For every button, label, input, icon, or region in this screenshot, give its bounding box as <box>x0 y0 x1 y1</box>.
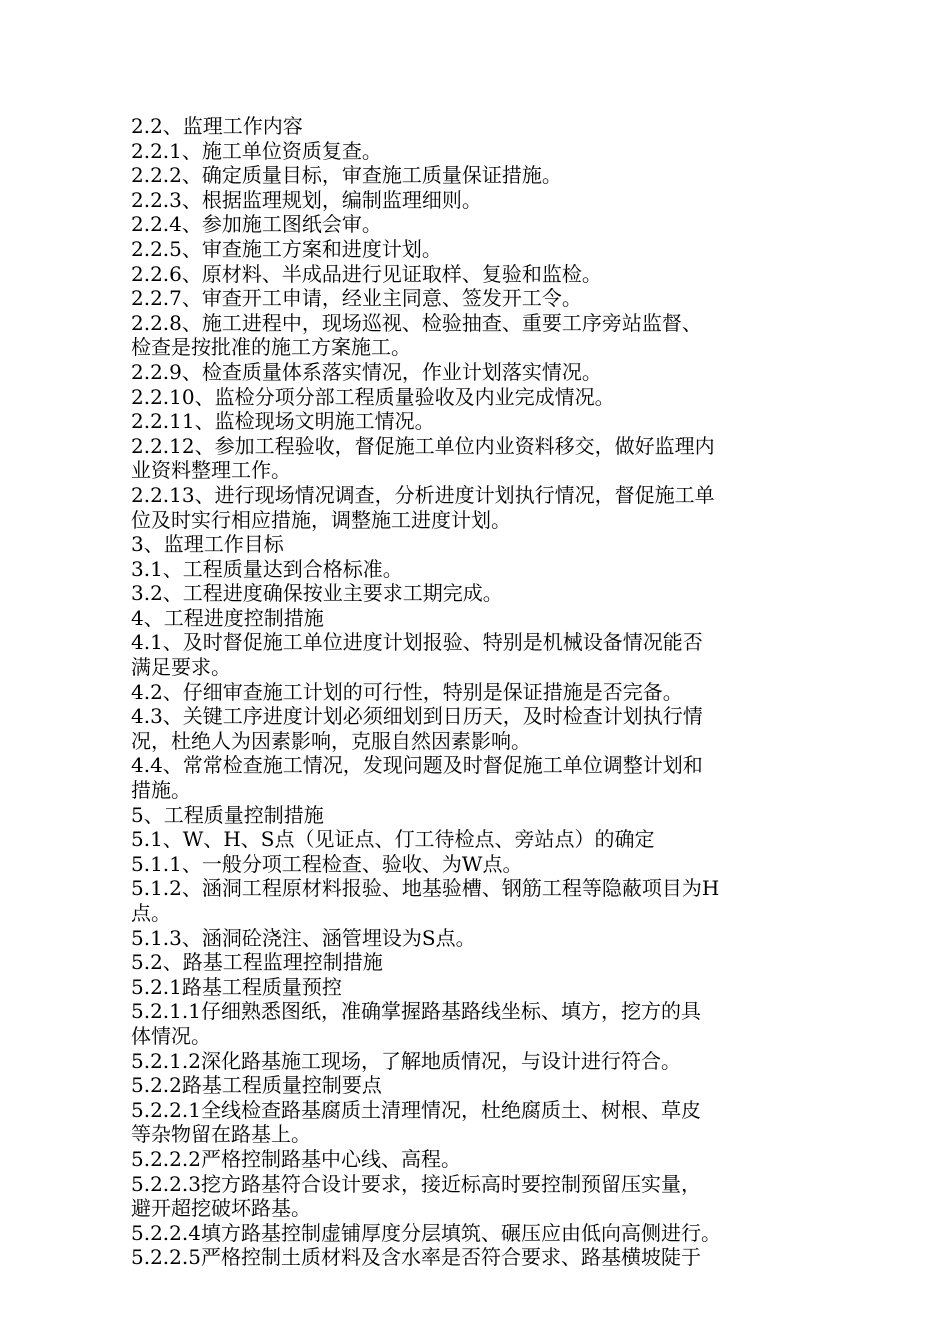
text-line: 4.1、及时督促施工单位进度计划报验、特别是机械设备情况能否 <box>131 630 703 655</box>
text-line: 5.1.1、一般分项工程检查、验收、为W点。 <box>131 851 523 876</box>
text-line: 2.2、监理工作内容 <box>131 114 303 138</box>
text-line: 2.2.2、确定质量目标，审查施工质量保证措施。 <box>131 163 562 188</box>
text-line: 5.2.2路基工程质量控制要点 <box>131 1073 382 1098</box>
text-line: 检查是按批准的施工方案施工。 <box>131 335 411 360</box>
text-line: 4、工程进度控制措施 <box>131 605 324 630</box>
text-line: 3.1、工程质量达到合格标准。 <box>131 556 403 581</box>
text-line: 2.2.3、根据监理规划，编制监理细则。 <box>131 187 482 212</box>
text-line: 况，杜绝人为因素影响，克服自然因素影响。 <box>131 728 531 753</box>
text-line: 4.4、常常检查施工情况，发现问题及时督促施工单位调整计划和 <box>131 753 703 778</box>
text-line: 2.2.7、审查开工申请，经业主同意、签发开工令。 <box>131 286 582 311</box>
text-line: 5.2、路基工程监理控制措施 <box>131 950 383 975</box>
text-line: 3、监理工作目标 <box>131 532 284 557</box>
text-line: 2.2.5、审查施工方案和进度计划。 <box>131 236 442 261</box>
text-line: 位及时实行相应措施，调整施工进度计划。 <box>131 507 511 532</box>
text-line: 体情况。 <box>131 1023 211 1048</box>
document-body <box>131 114 831 1270</box>
text-line: 业资料整理工作。 <box>131 458 291 483</box>
text-line: 5.2.2.4填方路基控制虚铺厚度分层填筑、碾压应由低向高侧进行。 <box>131 1220 721 1245</box>
text-line: 4.3、关键工序进度计划必须细划到日历天，及时检查计划执行情 <box>131 704 703 729</box>
text-line: 5.2.1.2深化路基施工现场，了解地质情况，与设计进行符合。 <box>131 1048 681 1073</box>
text-line: 5、工程质量控制措施 <box>131 802 324 827</box>
text-line: 5.2.2.2严格控制路基中心线、高程。 <box>131 1146 461 1171</box>
text-line: 5.2.2.1全线检查路基腐质土清理情况，杜绝腐质土、树根、草皮 <box>131 1097 701 1122</box>
text-line: 3.2、工程进度确保按业主要求工期完成。 <box>131 581 503 606</box>
text-line: 2.2.8、施工进程中，现场巡视、检验抽查、重要工序旁站监督、 <box>131 310 702 335</box>
text-line: 5.1、W、H、S点（见证点、仃工待检点、旁站点）的确定 <box>131 827 655 852</box>
text-line: 2.2.12、参加工程验收，督促施工单位内业资料移交，做好监理内 <box>131 433 715 458</box>
text-line: 满足要求。 <box>131 655 231 680</box>
text-line: 2.2.4、参加施工图纸会审。 <box>131 212 382 237</box>
text-line: 点。 <box>131 901 171 925</box>
text-line: 2.2.13、进行现场情况调查，分析进度计划执行情况，督促施工单 <box>131 482 715 507</box>
text-line: 5.2.1.1仔细熟悉图纸，准确掌握路基路线坐标、填方，挖方的具 <box>131 999 701 1024</box>
text-line: 5.1.3、涵洞砼浇注、涵管埋设为S点。 <box>131 925 476 950</box>
text-line: 2.2.6、原材料、半成品进行见证取样、复验和监检。 <box>131 261 602 286</box>
text-line: 避开超挖破坏路基。 <box>131 1196 311 1221</box>
text-line: 5.2.1路基工程质量预控 <box>131 974 342 999</box>
text-line: 5.2.2.5严格控制土质材料及含水率是否符合要求、路基横坡陡于 <box>131 1245 701 1270</box>
text-line: 2.2.1、施工单位资质复查。 <box>131 138 382 163</box>
text-line: 4.2、仔细审查施工计划的可行性，特别是保证措施是否完备。 <box>131 679 683 704</box>
text-line: 2.2.11、监检现场文明施工情况。 <box>131 409 435 434</box>
text-line: 2.2.9、检查质量体系落实情况，作业计划落实情况。 <box>131 359 602 384</box>
text-line: 2.2.10、监检分项分部工程质量验收及内业完成情况。 <box>131 384 615 409</box>
text-line: 措施。 <box>131 778 191 803</box>
text-line: 5.2.2.3挖方路基符合设计要求，接近标高时要控制预留压实量， <box>131 1171 701 1196</box>
text-line: 5.1.2、涵洞工程原材料报验、地基验槽、钢筋工程等隐蔽项目为H <box>131 876 720 901</box>
text-line: 等杂物留在路基上。 <box>131 1122 311 1147</box>
